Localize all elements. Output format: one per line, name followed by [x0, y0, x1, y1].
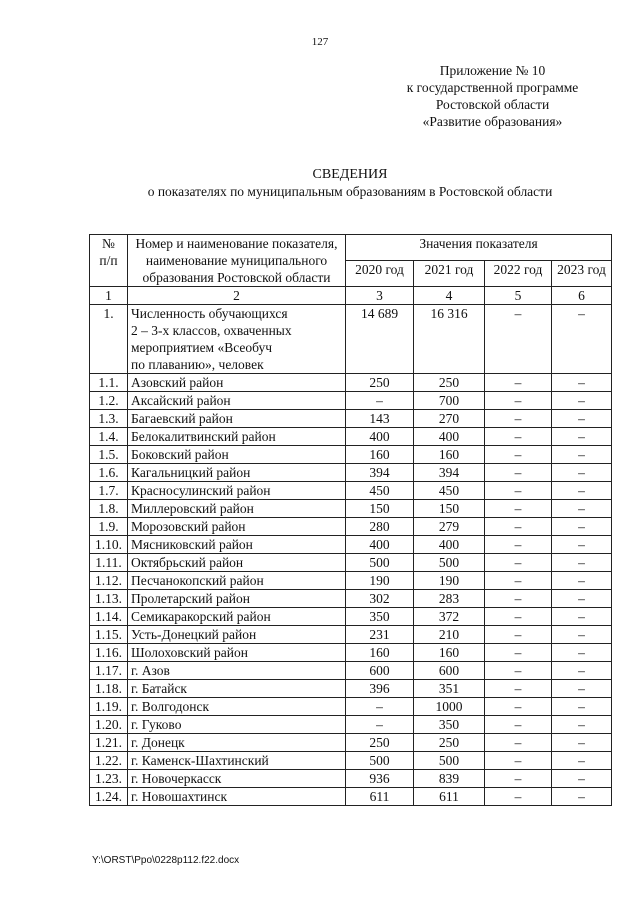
table-row	[90, 518, 612, 536]
row-value-2023: –	[552, 446, 612, 464]
row-value-2020: 450	[346, 482, 414, 500]
row-value-2023: –	[552, 680, 612, 698]
row-value-2022: –	[485, 518, 552, 536]
row-name: г. Батайск	[128, 680, 346, 698]
row-value-2020: 280	[346, 518, 414, 536]
table-row	[90, 410, 612, 428]
row-value-2023: –	[552, 554, 612, 572]
row-value-2020: 396	[346, 680, 414, 698]
row-value-2022: –	[485, 428, 552, 446]
document-title: СВЕДЕНИЯ	[312, 167, 388, 182]
row-value-2022: –	[485, 644, 552, 662]
indicator-2020: 14 689	[346, 305, 414, 374]
row-num: 1.6.	[90, 464, 128, 482]
table-row	[90, 374, 612, 392]
row-value-2023: –	[552, 536, 612, 554]
table-row	[90, 662, 612, 680]
row-value-2020: 302	[346, 590, 414, 608]
row-num: 1.22.	[90, 752, 128, 770]
row-value-2022: –	[485, 770, 552, 788]
row-value-2020: –	[346, 392, 414, 410]
row-name: Семикаракорский район	[128, 608, 346, 626]
row-value-2023: –	[552, 500, 612, 518]
row-value-2020: 250	[346, 374, 414, 392]
table-row	[90, 608, 612, 626]
row-value-2021: 150	[414, 500, 485, 518]
row-value-2022: –	[485, 554, 552, 572]
row-value-2022: –	[485, 572, 552, 590]
row-value-2020: 936	[346, 770, 414, 788]
row-value-2021: 160	[414, 446, 485, 464]
table-row	[90, 446, 612, 464]
row-num: 1.18.	[90, 680, 128, 698]
row-name: Пролетарский район	[128, 590, 346, 608]
row-value-2021: 350	[414, 716, 485, 734]
row-value-2023: –	[552, 590, 612, 608]
row-num: 1.17.	[90, 662, 128, 680]
row-num: 1.8.	[90, 500, 128, 518]
row-value-2021: 270	[414, 410, 485, 428]
row-value-2021: 250	[414, 374, 485, 392]
table-row	[90, 500, 612, 518]
row-value-2020: 500	[346, 554, 414, 572]
row-value-2021: 400	[414, 428, 485, 446]
row-value-2023: –	[552, 518, 612, 536]
row-name: Октябрьский район	[128, 554, 346, 572]
row-value-2021: 283	[414, 590, 485, 608]
row-value-2020: 400	[346, 536, 414, 554]
row-value-2021: 611	[414, 788, 485, 806]
row-num: 1.21.	[90, 734, 128, 752]
row-value-2022: –	[485, 464, 552, 482]
row-name: г. Новошахтинск	[128, 788, 346, 806]
appendix-line-1: Приложение № 10	[439, 63, 546, 78]
row-name: г. Азов	[128, 662, 346, 680]
row-value-2023: –	[552, 644, 612, 662]
table-header-row	[90, 235, 612, 261]
row-value-2022: –	[485, 608, 552, 626]
row-name: Азовский район	[128, 374, 346, 392]
row-value-2022: –	[485, 482, 552, 500]
appendix-line-4: «Развитие образования»	[422, 114, 563, 129]
row-value-2020: 250	[346, 734, 414, 752]
table-row	[90, 554, 612, 572]
row-value-2020: 160	[346, 446, 414, 464]
indicator-row	[90, 305, 612, 374]
row-value-2022: –	[485, 500, 552, 518]
col-number-6: 6	[552, 287, 612, 305]
table-row	[90, 734, 612, 752]
row-num: 1.20.	[90, 716, 128, 734]
row-value-2023: –	[552, 752, 612, 770]
row-num: 1.5.	[90, 446, 128, 464]
row-value-2022: –	[485, 374, 552, 392]
row-name: Багаевский район	[128, 410, 346, 428]
table-row	[90, 464, 612, 482]
row-value-2020: 150	[346, 500, 414, 518]
row-value-2022: –	[485, 410, 552, 428]
row-name: Песчанокопский район	[128, 572, 346, 590]
appendix-line-3: Ростовской области	[435, 97, 550, 112]
row-value-2022: –	[485, 716, 552, 734]
row-name: г. Каменск-Шахтинский	[128, 752, 346, 770]
header-year-2021: 2021 год	[414, 261, 485, 287]
row-value-2023: –	[552, 698, 612, 716]
row-value-2023: –	[552, 770, 612, 788]
row-value-2020: 611	[346, 788, 414, 806]
row-value-2021: 279	[414, 518, 485, 536]
row-name: Шолоховский район	[128, 644, 346, 662]
row-value-2020: 143	[346, 410, 414, 428]
row-value-2023: –	[552, 626, 612, 644]
row-name: Усть-Донецкий район	[128, 626, 346, 644]
footer-file-path: Y:\ORST\Ppo\0228p112.f22.docx	[92, 855, 240, 866]
row-num: 1.12.	[90, 572, 128, 590]
row-name: Кагальницкий район	[128, 464, 346, 482]
row-num: 1.4.	[90, 428, 128, 446]
row-num: 1.9.	[90, 518, 128, 536]
row-value-2023: –	[552, 392, 612, 410]
header-name: Номер и наименование показателя, наименование муниципального образования Ростовской области	[128, 235, 346, 287]
row-value-2021: 190	[414, 572, 485, 590]
row-value-2020: 350	[346, 608, 414, 626]
row-num: 1.15.	[90, 626, 128, 644]
table-row	[90, 680, 612, 698]
header-year-2022: 2022 год	[485, 261, 552, 287]
row-value-2023: –	[552, 410, 612, 428]
indicator-2022: –	[485, 305, 552, 374]
row-value-2020: 400	[346, 428, 414, 446]
col-number-5: 5	[485, 287, 552, 305]
row-num: 1.2.	[90, 392, 128, 410]
row-value-2023: –	[552, 662, 612, 680]
row-name: г. Новочеркасск	[128, 770, 346, 788]
header-num: № п/п	[90, 235, 128, 287]
row-value-2023: –	[552, 464, 612, 482]
table-row	[90, 428, 612, 446]
row-num: 1.16.	[90, 644, 128, 662]
row-name: г. Донецк	[128, 734, 346, 752]
col-number-1: 1	[90, 287, 128, 305]
row-value-2022: –	[485, 680, 552, 698]
row-value-2020: 394	[346, 464, 414, 482]
row-value-2021: 839	[414, 770, 485, 788]
row-value-2022: –	[485, 392, 552, 410]
row-value-2023: –	[552, 608, 612, 626]
table-row	[90, 644, 612, 662]
table-row	[90, 788, 612, 806]
row-value-2022: –	[485, 698, 552, 716]
row-value-2022: –	[485, 590, 552, 608]
appendix-block	[380, 62, 605, 130]
table-row	[90, 572, 612, 590]
table-row	[90, 392, 612, 410]
row-name: Морозовский район	[128, 518, 346, 536]
row-value-2020: 190	[346, 572, 414, 590]
row-value-2023: –	[552, 716, 612, 734]
row-value-2023: –	[552, 428, 612, 446]
row-value-2023: –	[552, 734, 612, 752]
row-value-2021: 700	[414, 392, 485, 410]
table-column-numbers-row	[90, 287, 612, 305]
row-value-2021: 250	[414, 734, 485, 752]
row-value-2021: 500	[414, 554, 485, 572]
row-num: 1.7.	[90, 482, 128, 500]
table-row	[90, 536, 612, 554]
indicator-name: Численность обучающихся 2 – 3-х классов, охваченных мероприятием «Всеобуч по плаванию», человек	[128, 305, 346, 374]
indicator-2023: –	[552, 305, 612, 374]
row-value-2021: 450	[414, 482, 485, 500]
col-number-3: 3	[346, 287, 414, 305]
row-num: 1.1.	[90, 374, 128, 392]
row-value-2021: 500	[414, 752, 485, 770]
row-name: г. Волгодонск	[128, 698, 346, 716]
indicator-2021: 16 316	[414, 305, 485, 374]
document-subtitle: о показателях по муниципальным образованиям в Ростовской области	[147, 184, 553, 199]
row-num: 1.14.	[90, 608, 128, 626]
row-num: 1.23.	[90, 770, 128, 788]
row-value-2022: –	[485, 446, 552, 464]
row-value-2021: 400	[414, 536, 485, 554]
row-name: г. Гуково	[128, 716, 346, 734]
row-value-2020: 600	[346, 662, 414, 680]
row-num: 1.11.	[90, 554, 128, 572]
row-value-2020: –	[346, 698, 414, 716]
row-value-2020: –	[346, 716, 414, 734]
row-value-2020: 231	[346, 626, 414, 644]
row-name: Белокалитвинский район	[128, 428, 346, 446]
row-value-2022: –	[485, 788, 552, 806]
header-values: Значения показателя	[346, 235, 612, 261]
row-value-2021: 160	[414, 644, 485, 662]
col-number-4: 4	[414, 287, 485, 305]
table-row	[90, 716, 612, 734]
row-num: 1.24.	[90, 788, 128, 806]
row-value-2022: –	[485, 536, 552, 554]
table-row	[90, 698, 612, 716]
table-row	[90, 626, 612, 644]
row-value-2022: –	[485, 734, 552, 752]
row-name: Красносулинский район	[128, 482, 346, 500]
appendix-line-2: к государственной программе	[406, 80, 579, 95]
row-name: Боковский район	[128, 446, 346, 464]
row-name: Аксайский район	[128, 392, 346, 410]
row-value-2023: –	[552, 572, 612, 590]
row-value-2022: –	[485, 752, 552, 770]
row-value-2023: –	[552, 788, 612, 806]
row-value-2021: 372	[414, 608, 485, 626]
indicators-table	[89, 234, 612, 806]
row-num: 1.3.	[90, 410, 128, 428]
row-value-2022: –	[485, 662, 552, 680]
table-row	[90, 482, 612, 500]
header-year-2020: 2020 год	[346, 261, 414, 287]
indicator-num: 1.	[90, 305, 128, 374]
row-value-2021: 394	[414, 464, 485, 482]
row-name: Мясниковский район	[128, 536, 346, 554]
row-value-2022: –	[485, 626, 552, 644]
row-num: 1.10.	[90, 536, 128, 554]
row-value-2021: 1000	[414, 698, 485, 716]
table-row	[90, 590, 612, 608]
row-value-2021: 210	[414, 626, 485, 644]
table-row	[90, 770, 612, 788]
row-num: 1.13.	[90, 590, 128, 608]
row-value-2020: 500	[346, 752, 414, 770]
col-number-2: 2	[128, 287, 346, 305]
row-value-2023: –	[552, 374, 612, 392]
row-value-2021: 351	[414, 680, 485, 698]
row-value-2023: –	[552, 482, 612, 500]
table-row	[90, 752, 612, 770]
row-value-2021: 600	[414, 662, 485, 680]
row-num: 1.19.	[90, 698, 128, 716]
row-value-2020: 160	[346, 644, 414, 662]
header-year-2023: 2023 год	[552, 261, 612, 287]
page-number: 127	[311, 36, 329, 48]
row-name: Миллеровский район	[128, 500, 346, 518]
